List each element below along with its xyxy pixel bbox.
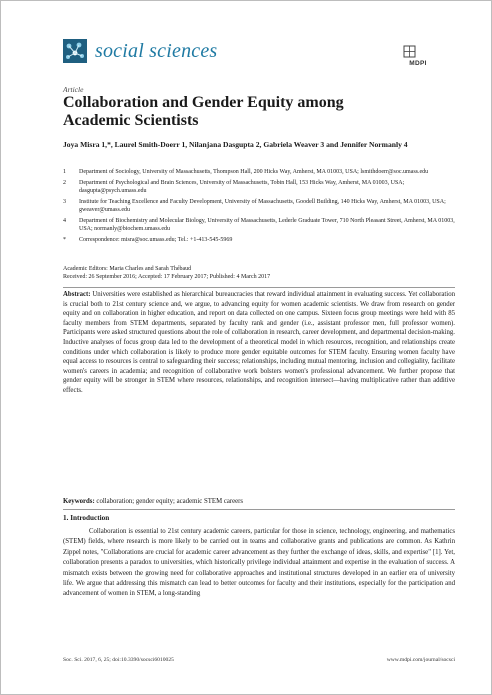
footer-url[interactable]: www.mdpi.com/journal/socsci xyxy=(386,657,455,663)
affiliation-text: Department of Sociology, University of Massachusetts, Thompson Hall, 200 Hicks Way, Amherst, MA 01003, USA; lsmithdoerr@soc.umass.edu xyxy=(79,169,429,175)
intro-paragraph: Collaboration is essential to 21st century academic careers, particular for those in science, technology, engineering, and mathematics (STEM) fields, where research is more likely to be carried out in teams and collaborative grants and publications are common. As Kathrin Zippel notes, "Collaborations are crucial for academic career advancement as they further the exchange of ideas, skills, and expertise" [1]. Yet, collaboration presents a paradox to universities, which historically privilege individual attainment and expertise in the evaluation of success. A mismatch exists between the growing need for collaborative approaches and institutional structures developed in an earlier era of university life. We argue that addressing this mismatch can lead to better outcomes for faculty and their institutions, especially for the participation and advancement of women in STEM, a long-standing xyxy=(63,528,455,598)
correspondence xyxy=(63,236,455,244)
page-footer xyxy=(63,657,455,663)
correspondence-mark: * xyxy=(63,237,66,243)
affiliation-item xyxy=(63,217,455,233)
editors-and-dates xyxy=(63,265,455,281)
affiliation-number: 1 xyxy=(63,169,66,175)
academic-editors: Academic Editors: Maria Charles and Sarah Thébaud xyxy=(63,266,192,272)
correspondence-text: Correspondence: misra@soc.umass.edu; Tel.: +1-413-545-5969 xyxy=(79,237,233,243)
affiliation-text: Department of Biochemistry and Molecular Biology, University of Massachusetts, Lederle Graduate Tower, 710 North Pleasant Street, Amherst, MA 01003, USA; normanly@biochem.umass.edu xyxy=(79,218,455,232)
molecule-logo-icon xyxy=(63,39,87,63)
affiliation-item xyxy=(63,179,455,195)
publisher-logo xyxy=(403,45,433,67)
footer-citation: Soc. Sci. 2017, 6, 25; doi:10.3390/socsci6010025 xyxy=(63,657,174,663)
abstract-label: Abstract: xyxy=(63,291,91,298)
mdpi-logo-icon xyxy=(403,45,433,59)
author-list: Joya Misra 1,*, Laurel Smith-Doerr 1, Nilanjana Dasgupta 2, Gabriela Weaver 3 and Jennifer Normanly 4 xyxy=(63,140,408,149)
keywords-text: collaboration; gender equity; academic STEM careers xyxy=(96,498,244,505)
abstract-text: Universities were established as hierarchical bureaucracies that reward individual attainment in evaluating success. Yet collaboration is crucial both to 21st century science and, we argue, to advancing equity for women academic scientists. We draw from research on gender equity and on collaboration in higher education, and report on data collected on one campus. Sixteen focus group meetings were held with 85 faculty members from STEM departments, separated by faculty rank and gender (i.e., assistant professor men, full professor women). Participants were asked structured questions about the role of collaboration in research, career development, and departmental decision-making. Inductive analyses of focus group data led to the development of a theoretical model in which resources, recognition, and relationships create conditions under which collaboration is likely to produce more gender equitable outcomes for STEM faculty. Ensuring women faculty have equal access to resources is central to safeguarding their success; relationships, including mutual mentoring, inclusion and collegiality, facilitate women's careers in academia; and recognition of collaborative work bolsters women's professional advancement. We further propose that gender equity will be stronger in STEM where resources, relationships, and recognition intersect—having multiplicative rather than additive effects. xyxy=(63,291,455,394)
keywords-label: Keywords: xyxy=(63,498,95,505)
affiliation-number: 3 xyxy=(63,199,66,205)
affiliation-item xyxy=(63,198,455,214)
abstract-divider-bottom xyxy=(63,509,455,510)
affiliation-text: Institute for Teaching Excellence and Faculty Development, University of Massachusetts, Goodell Building, 140 Hicks Way, Amherst, MA 01003, USA; gweaver@umass.edu xyxy=(79,199,446,213)
paper-title: Collaboration and Gender Equity among Academic Scientists xyxy=(63,94,344,129)
section-heading: 1. Introduction xyxy=(63,514,110,522)
affiliation-number: 4 xyxy=(63,218,66,224)
publisher-name: MDPI xyxy=(409,60,427,67)
affiliation-item xyxy=(63,168,455,176)
abstract xyxy=(63,290,455,396)
affiliation-text: Department of Psychological and Brain Sciences, University of Massachusetts, Tobin Hall, 153 Hicks Way, Amherst, MA 01003, USA; dasgupta@psych.umass.edu xyxy=(79,180,405,194)
journal-name: social sciences xyxy=(95,39,218,62)
publication-dates: Received: 26 September 2016; Accepted: 17 February 2017; Published: 4 March 2017 xyxy=(63,274,271,280)
affiliation-list xyxy=(63,168,455,247)
journal-header xyxy=(63,39,217,63)
keywords xyxy=(63,497,455,506)
affiliation-number: 2 xyxy=(63,180,66,186)
article-type: Article xyxy=(63,85,84,94)
abstract-divider-top xyxy=(63,287,455,288)
